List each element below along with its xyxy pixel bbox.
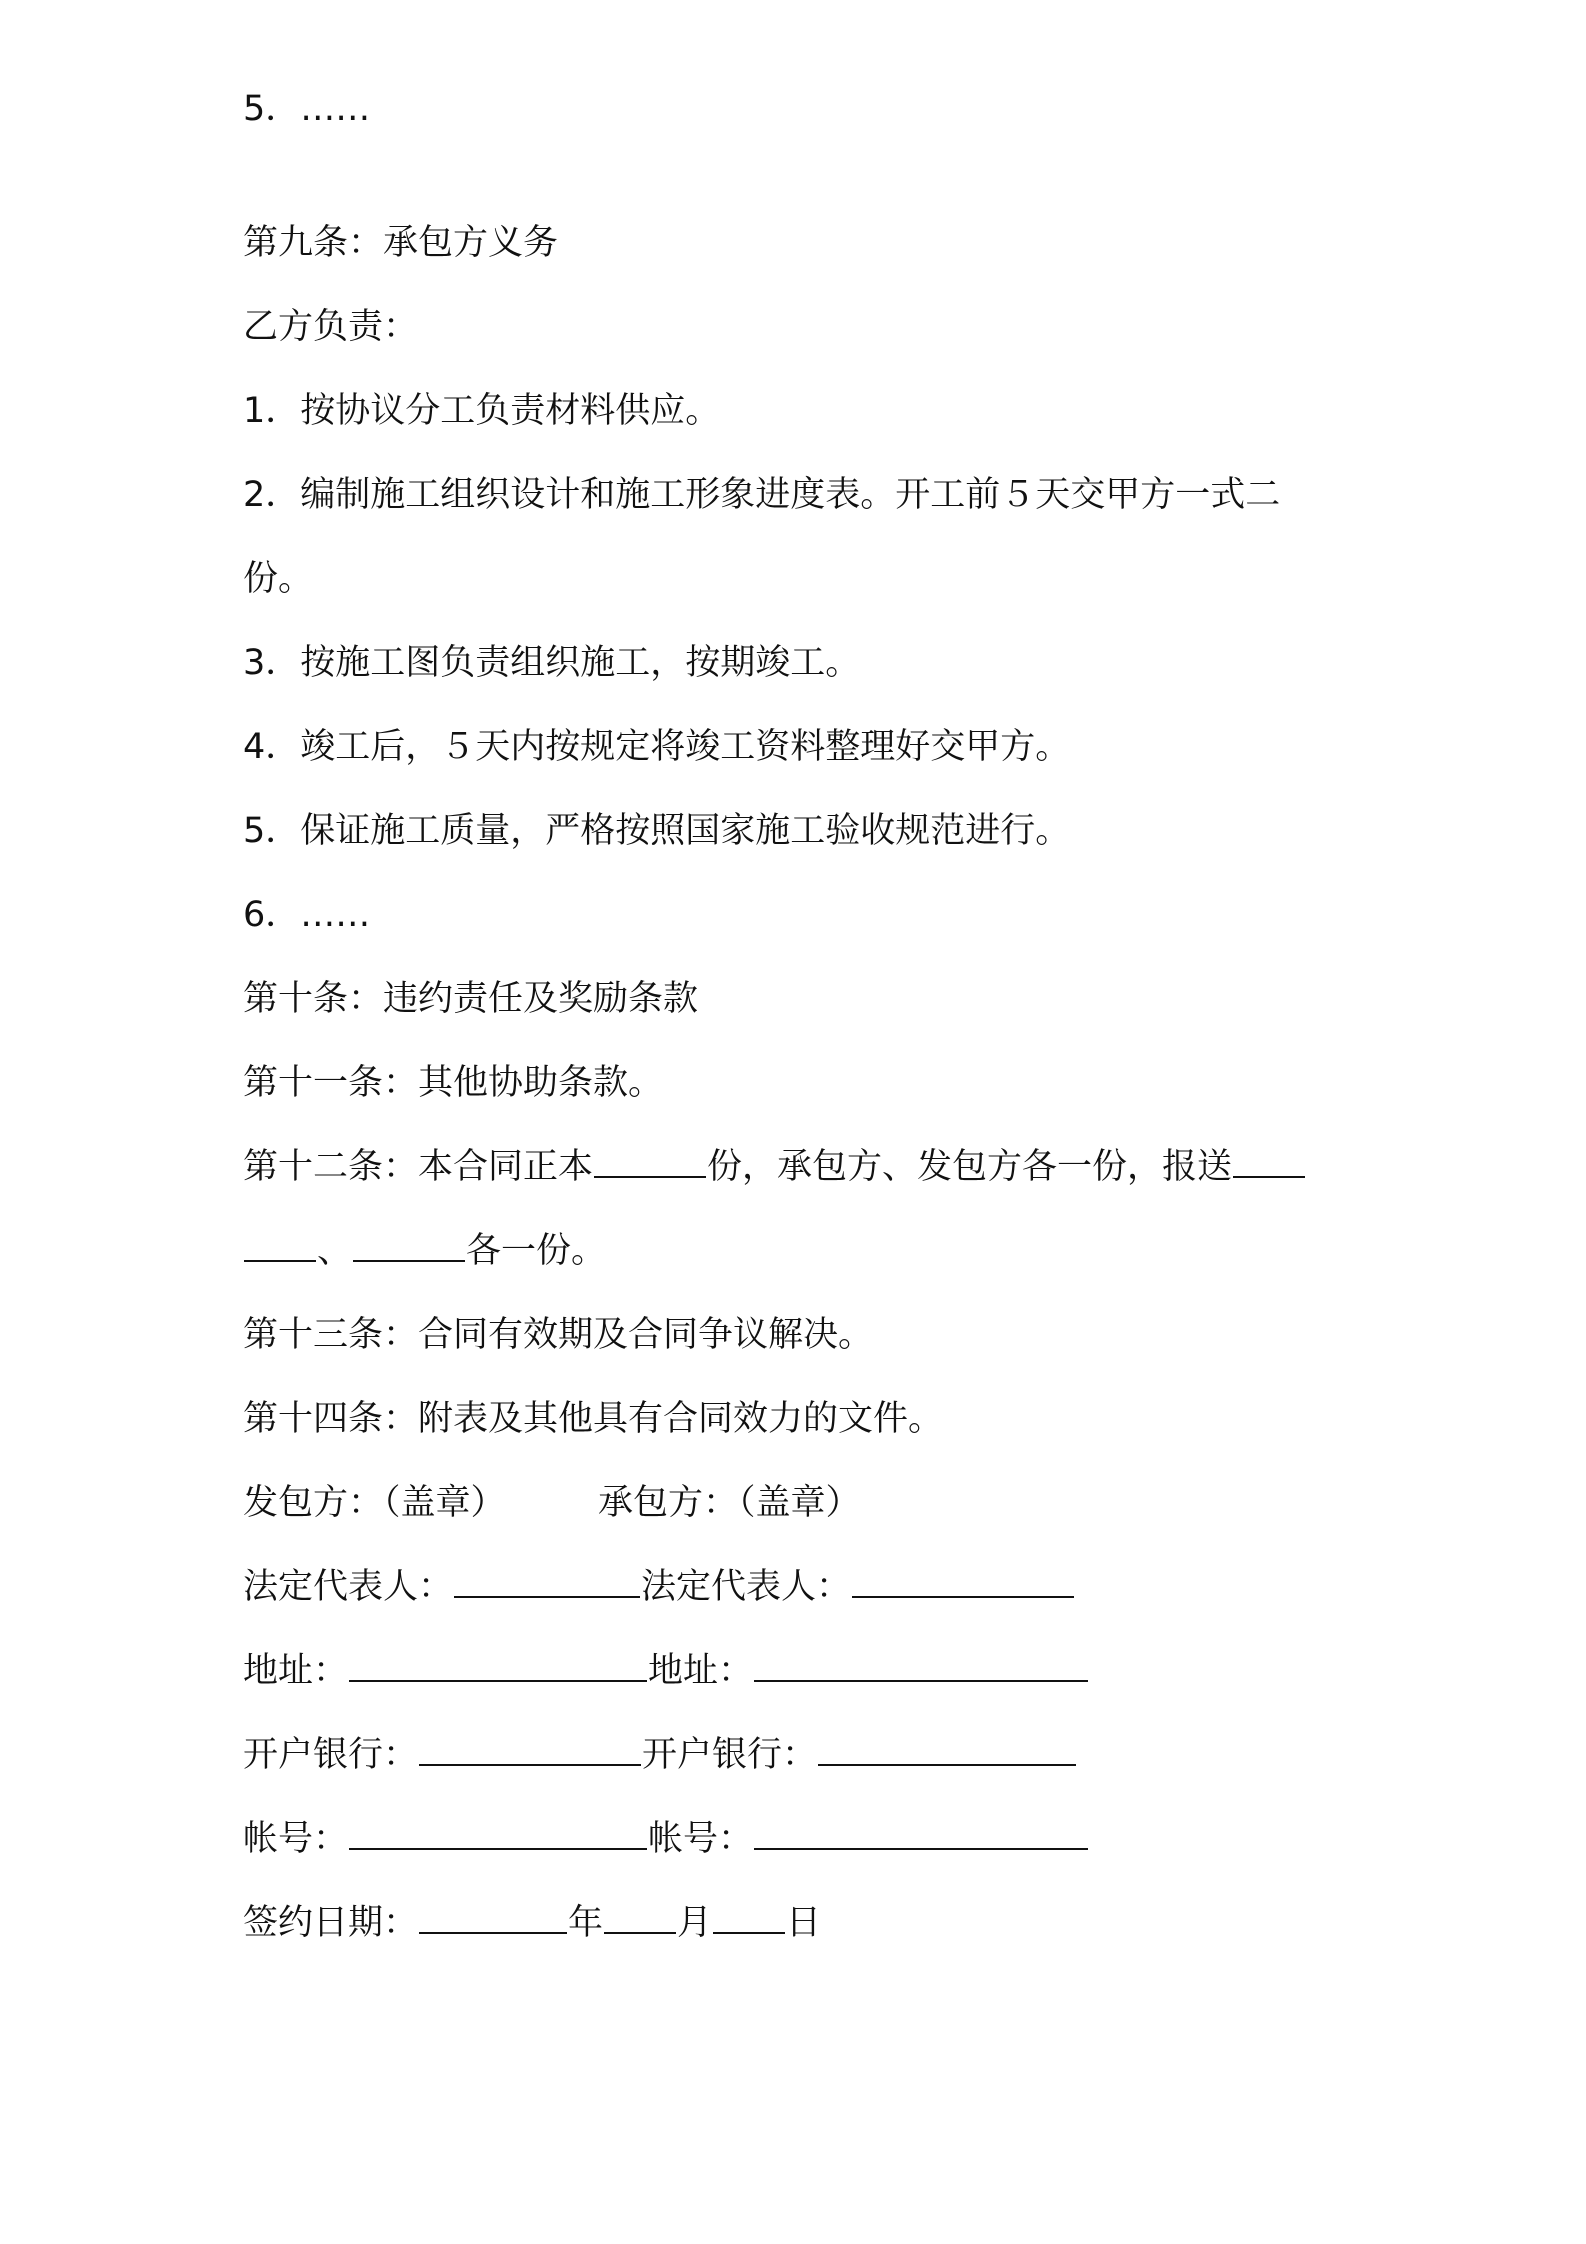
- duty-item: 3．按施工图负责组织施工，按期竣工。: [243, 643, 861, 683]
- report-to-blank-continued[interactable]: [244, 1226, 316, 1262]
- employer-legal-rep-label: 法定代表人：: [243, 1567, 454, 1607]
- article-12-text-a: 第十二条：本合同正本: [243, 1147, 594, 1187]
- contractor-address-label: 地址：: [648, 1651, 754, 1691]
- contractor-seal-label: 承包方：（盖章）: [598, 1483, 861, 1523]
- duty-item: 4．竣工后，５天内按规定将竣工资料整理好交甲方。: [243, 727, 1071, 767]
- duty-item-continuation: 份。: [243, 559, 314, 599]
- report-to-second-blank[interactable]: [353, 1226, 465, 1262]
- item-5-ellipsis: 5．……: [243, 89, 371, 129]
- article-14: 第十四条：附表及其他具有合同效力的文件。: [243, 1399, 944, 1439]
- copies-count-blank[interactable]: [594, 1142, 706, 1178]
- contractor-bank-field[interactable]: [818, 1730, 1076, 1766]
- employer-address-field[interactable]: [349, 1646, 647, 1682]
- sign-month-field[interactable]: [604, 1898, 676, 1934]
- employer-bank-label: 开户银行：: [243, 1735, 419, 1775]
- month-label: 月: [677, 1903, 713, 1943]
- year-label: 年: [568, 1903, 604, 1943]
- article-13: 第十三条：合同有效期及合同争议解决。: [243, 1315, 874, 1355]
- day-label: 日: [786, 1903, 822, 1943]
- article-9-title: 第九条：承包方义务: [243, 223, 559, 263]
- contractor-duties-intro: 乙方负责：: [243, 307, 419, 347]
- account-row: [243, 1814, 1089, 1864]
- duty-item: 6．……: [243, 895, 371, 935]
- duty-item: 1．按协议分工负责材料供应。: [243, 391, 721, 431]
- employer-legal-rep-field[interactable]: [454, 1562, 640, 1598]
- employer-address-label: 地址：: [243, 1651, 349, 1691]
- contractor-account-label: 帐号：: [648, 1819, 754, 1859]
- legal-rep-row: [243, 1562, 1075, 1612]
- article-12-separator: 、: [317, 1231, 353, 1271]
- article-12-text-c: 各一份。: [466, 1231, 607, 1271]
- sign-year-field[interactable]: [419, 1898, 567, 1934]
- sign-date-label: 签约日期：: [243, 1903, 419, 1943]
- report-to-blank[interactable]: [1233, 1142, 1305, 1178]
- article-12-line-1: [243, 1142, 1306, 1192]
- contractor-legal-rep-label: 法定代表人：: [641, 1567, 852, 1607]
- contractor-account-field[interactable]: [754, 1814, 1088, 1850]
- employer-bank-field[interactable]: [419, 1730, 641, 1766]
- address-row: [243, 1646, 1089, 1696]
- employer-seal-label: 发包方：（盖章）: [243, 1483, 506, 1523]
- sign-day-field[interactable]: [713, 1898, 785, 1934]
- employer-account-field[interactable]: [349, 1814, 647, 1850]
- contractor-legal-rep-field[interactable]: [852, 1562, 1074, 1598]
- contractor-address-field[interactable]: [754, 1646, 1088, 1682]
- duty-item: 5．保证施工质量，严格按照国家施工验收规范进行。: [243, 811, 1071, 851]
- article-11: 第十一条：其他协助条款。: [243, 1063, 664, 1103]
- duty-item: 2．编制施工组织设计和施工形象进度表。开工前５天交甲方一式二: [243, 475, 1281, 515]
- article-10: 第十条：违约责任及奖励条款: [243, 979, 699, 1019]
- contractor-bank-label: 开户银行：: [642, 1735, 818, 1775]
- sign-date-row: [243, 1898, 821, 1948]
- bank-row: [243, 1730, 1077, 1780]
- article-12-text-b: 份，承包方、发包方各一份，报送: [707, 1147, 1233, 1187]
- article-12-line-2: [243, 1226, 606, 1276]
- employer-account-label: 帐号：: [243, 1819, 349, 1859]
